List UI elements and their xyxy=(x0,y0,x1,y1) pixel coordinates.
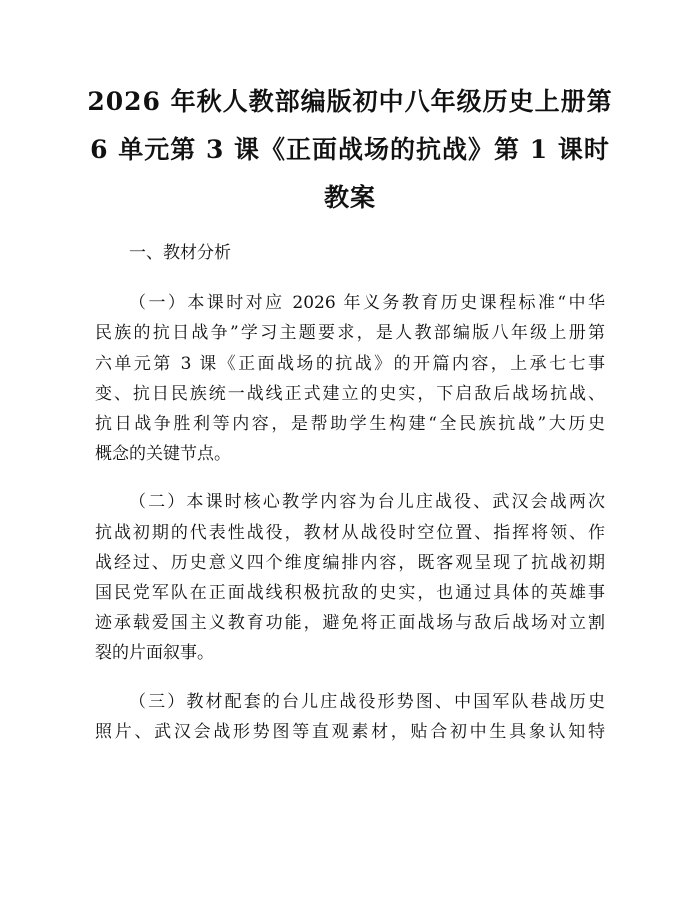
paragraph-line: 概念的关键节点。 xyxy=(95,444,231,465)
paragraph-line: （三）教材配套的台儿庄战役形势图、中国军队巷战历史 xyxy=(129,691,605,712)
document-title xyxy=(70,78,630,222)
paragraph-1 xyxy=(95,288,605,469)
paragraph-line: （一）本课时对应 2026 年义务教育历史课程标准“中华 xyxy=(129,293,605,314)
paragraph-line: 战经过、历史意义四个维度编排内容，既客观呈现了抗战初期 xyxy=(95,552,605,573)
paragraph-line: 变、抗日民族统一战线正式建立的史实，下启敌后战场抗战、 xyxy=(95,383,605,404)
paragraph-line: 民族的抗日战争”学习主题要求，是人教部编版八年级上册第 xyxy=(95,323,605,344)
paragraph-line: 六单元第 3 课《正面战场的抗战》的开篇内容，上承七七事 xyxy=(95,353,605,374)
paragraph-3 xyxy=(95,687,605,747)
title-line: 2026 年秋人教部编版初中八年级历史上册第 xyxy=(87,87,613,116)
title-line: 6 单元第 3 课《正面战场的抗战》第 1 课时 xyxy=(90,135,610,164)
title-line: 教案 xyxy=(323,183,376,212)
section-heading: 一、教材分析 xyxy=(129,243,231,263)
paragraph-line: 迹承载爱国主义教育功能，避免将正面战场与敌后战场对立割 xyxy=(95,613,605,634)
paragraph-line: 抗战初期的代表性战役，教材从战役时空位置、指挥将领、作 xyxy=(95,522,605,543)
paragraph-line: 国民党军队在正面战线积极抗敌的史实，也通过具体的英雄事 xyxy=(95,583,605,604)
paragraph-line: 裂的片面叙事。 xyxy=(95,643,214,664)
paragraph-line: （二）本课时核心教学内容为台儿庄战役、武汉会战两次 xyxy=(129,492,605,513)
document-body xyxy=(95,238,605,765)
paragraph-line: 抗日战争胜利等内容，是帮助学生构建“全民族抗战”大历史 xyxy=(95,414,605,435)
paragraph-line: 照片、武汉会战形势图等直观素材，贴合初中生具象认知特 xyxy=(95,721,605,742)
paragraph-2 xyxy=(95,487,605,668)
